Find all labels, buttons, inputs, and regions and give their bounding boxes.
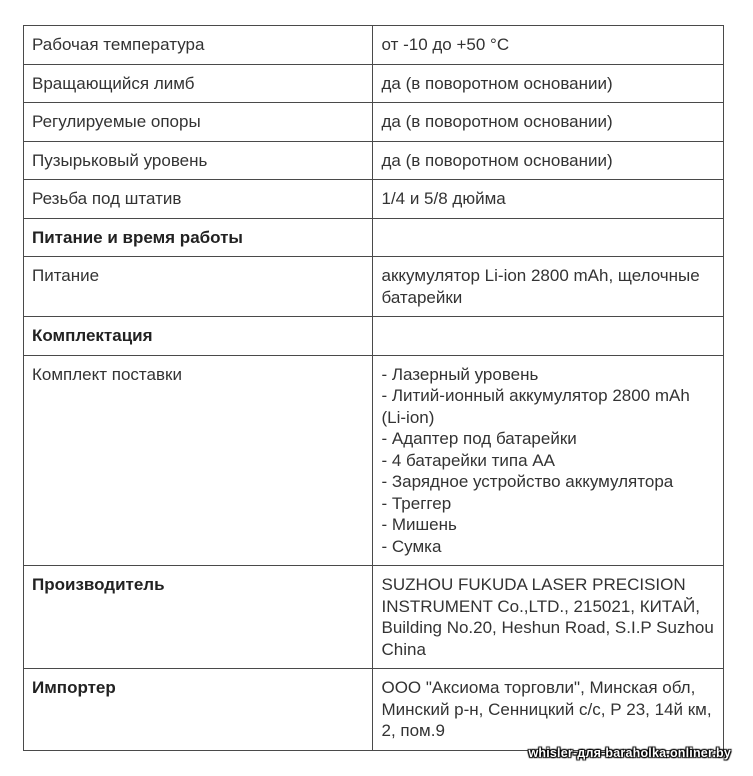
list-item: - Мишень	[381, 515, 457, 534]
list-item: - Литий-ионный аккумулятор 2800 mAh (Li-ion)	[381, 386, 690, 427]
importer-value: ООО "Аксиома торговли", Минская обл, Минский р-н, Сенницкий с/с, Р 23, 14й км, 2, пом.9	[373, 669, 724, 751]
specs-table	[23, 25, 724, 751]
spec-value: да (в поворотном основании)	[373, 103, 724, 142]
watermark: whisler-для-baraholka.onliner.by	[528, 746, 731, 760]
spec-key: Рабочая температура	[24, 26, 373, 65]
list-item: - 4 батарейки типа АА	[381, 450, 555, 470]
list-item: - Адаптер под батарейки	[381, 429, 577, 448]
table-row	[24, 141, 724, 180]
spec-key: Комплект поставки	[24, 355, 373, 566]
spec-key: Пузырьковый уровень	[24, 141, 373, 180]
spec-key: Регулируемые опоры	[24, 103, 373, 142]
list-item: - Сумка	[381, 536, 442, 556]
section-title-package: Комплектация	[24, 317, 373, 356]
table-row	[24, 257, 724, 317]
table-row	[24, 355, 724, 566]
spec-value: 1/4 и 5/8 дюйма	[373, 180, 724, 219]
section-empty-cell	[373, 317, 724, 356]
spec-key: Резьба под штатив	[24, 180, 373, 219]
section-header-row	[24, 317, 724, 356]
spec-value: да (в поворотном основании)	[373, 141, 724, 180]
table-row	[24, 64, 724, 103]
section-title-power: Питание и время работы	[24, 218, 373, 257]
list-item: - Лазерный уровень	[381, 364, 539, 384]
manufacturer-label: Производитель	[24, 566, 373, 669]
importer-label: Импортер	[24, 669, 373, 751]
list-item: - Зарядное устройство аккумулятора	[381, 472, 674, 491]
table-row	[24, 180, 724, 219]
list-item: - Треггер	[381, 493, 452, 513]
spec-value: да (в поворотном основании)	[373, 64, 724, 103]
package-contents-list	[373, 355, 724, 566]
manufacturer-value: SUZHOU FUKUDA LASER PRECISION INSTRUMENT Co.,LTD., 215021, КИТАЙ, Building No.20, Heshun Road, S.I.P Suzhou China	[373, 566, 724, 669]
section-empty-cell	[373, 218, 724, 257]
table-row	[24, 103, 724, 142]
spec-value: от -10 до +50 °C	[373, 26, 724, 65]
section-header-row	[24, 218, 724, 257]
table-row	[24, 566, 724, 669]
spec-key: Питание	[24, 257, 373, 317]
table-row	[24, 669, 724, 751]
spec-key: Вращающийся лимб	[24, 64, 373, 103]
spec-value: аккумулятор Li-ion 2800 mAh, щелочные батарейки	[373, 257, 724, 317]
table-row	[24, 26, 724, 65]
